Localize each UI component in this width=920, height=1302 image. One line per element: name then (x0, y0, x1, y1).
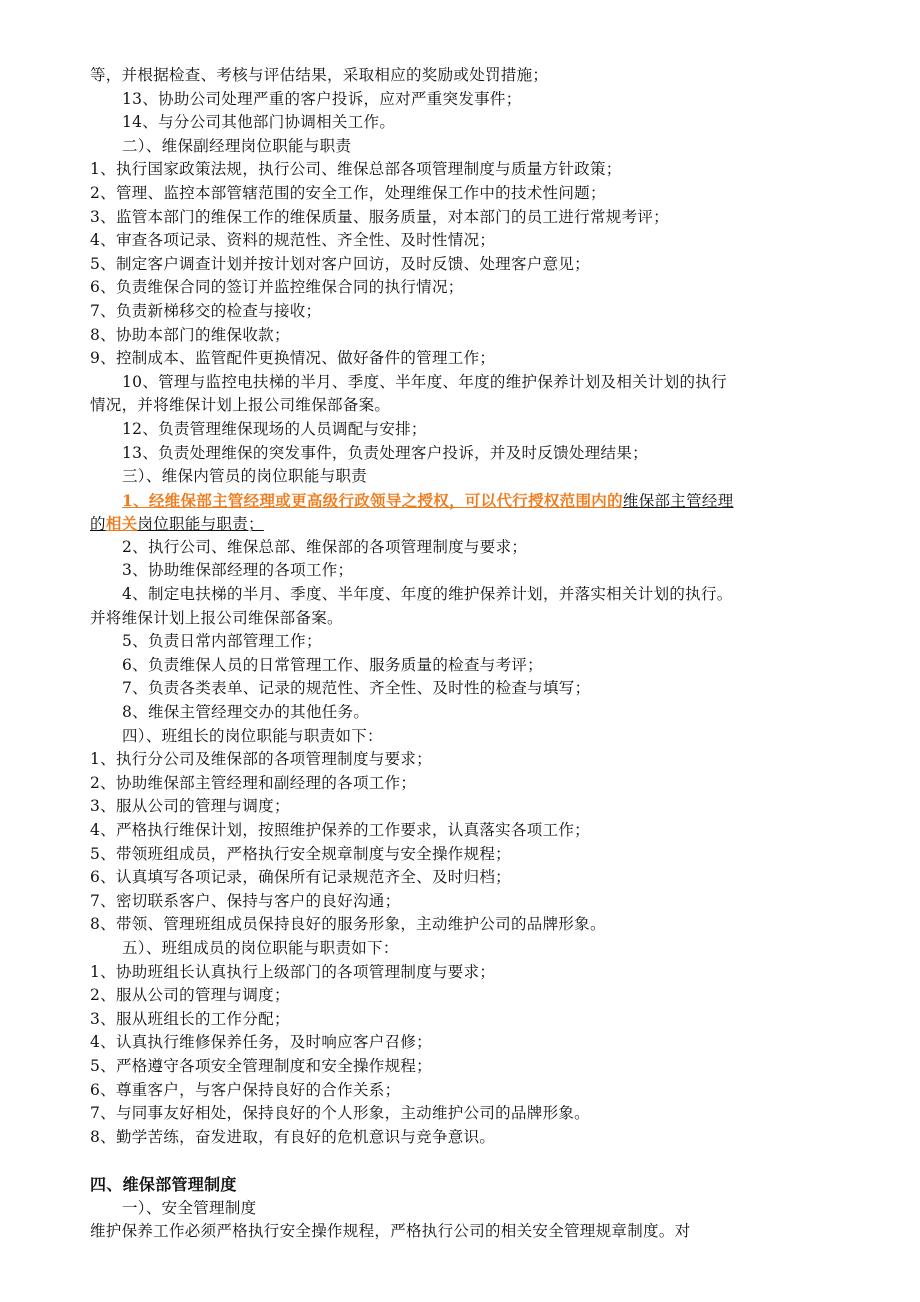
text-line: 7、密切联系客户、保持与客户的良好沟通； (90, 891, 401, 910)
text-line: 1、执行国家政策法规，执行公司、维保总部各项管理制度与质量方针政策； (90, 160, 622, 179)
text-line: 7、负责新梯移交的检查与接收； (90, 301, 322, 320)
text-line: 4、审查各项记录、资料的规范性、齐全性、及时性情况； (90, 231, 496, 250)
text-line: 2、协助维保部主管经理和副经理的各项工作； (90, 773, 417, 792)
highlighted-line-1 (90, 489, 835, 513)
section-heading: 四、维保部管理制度 (90, 1174, 237, 1194)
text-line: 9、控制成本、监管配件更换情况、做好备件的管理工作； (90, 349, 496, 368)
text-line: 5、带领班组成员，严格执行安全规章制度与安全操作规程； (90, 844, 511, 863)
blank-line (90, 1149, 835, 1173)
text-line: 7、负责各类表单、记录的规范性、齐全性、及时性的检查与填写； (122, 679, 591, 698)
text-line: 情况，并将维保计划上报公司维保部备案。 (90, 396, 391, 415)
text-line: 1、执行分公司及维保部的各项管理制度与要求； (90, 750, 432, 769)
text-line: 6、尊重客户，与客户保持良好的合作关系； (90, 1080, 401, 1099)
underlined-text-b: 岗位职能与职责； (137, 515, 264, 534)
text-line: 4、制定电扶梯的半月、季度、半年度、年度的维护保养计划，并落实相关计划的执行。 (122, 585, 733, 604)
text-line: 13、协助公司处理严重的客户投诉，应对严重突发事件； (122, 89, 522, 108)
text-line: 12、负责管理维保现场的人员调配与安排； (122, 419, 427, 438)
paragraph-block-2 (90, 536, 835, 1149)
text-line: 13、负责处理维保的突发事件，负责处理客户投诉，并及时反馈处理结果； (122, 443, 648, 462)
highlighted-line-2 (90, 512, 835, 536)
text-line: 等，并根据检查、考核与评估结果，采取相应的奖励或处罚措施； (90, 66, 549, 84)
text-line: 2、服从公司的管理与调度； (90, 986, 290, 1005)
text-line: 5、制定客户调查计划并按计划对客户回访，及时反馈、处理客户意见； (90, 254, 590, 273)
text-line: 3、协助维保部经理的各项工作； (122, 561, 354, 580)
highlighted-text-orange-2: 相关 (105, 514, 138, 534)
final-line: 维护保养工作必须严格执行安全操作规程，严格执行公司的相关安全管理规章制度。对 (90, 1222, 691, 1241)
underlined-text: 维保部主管经理 (622, 491, 734, 510)
text-line: 二）、维保副经理岗位职能与职责 (122, 136, 352, 155)
text-line: 5、负责日常内部管理工作； (122, 632, 322, 651)
text-line: 10、管理与监控电扶梯的半月、季度、半年度、年度的维护保养计划及相关计划的执行 (122, 372, 727, 391)
text-line: 8、勤学苦练，奋发进取，有良好的危机意识与竞争意识。 (90, 1127, 496, 1146)
paragraph-block-1 (90, 64, 835, 489)
text-line: 6、负责维保人员的日常管理工作、服务质量的检查与考评； (122, 655, 543, 674)
text-line: 8、协助本部门的维保收款； (90, 325, 290, 344)
text-line: 14、与分公司其他部门协调相关工作。 (122, 113, 396, 132)
text-line: 8、带领、管理班组成员保持良好的服务形象，主动维护公司的品牌形象。 (90, 915, 606, 934)
text-line: 三）、维保内管员的岗位职能与职责 (122, 467, 368, 486)
text-line: 2、执行公司、维保总部、维保部的各项管理制度与要求； (122, 537, 528, 556)
text-line: 3、监管本部门的维保工作的维保质量、服务质量，对本部门的员工进行常规考评； (90, 207, 669, 226)
text-line: 3、服从公司的管理与调度； (90, 797, 290, 816)
sub-heading: 一）、安全管理制度 (122, 1198, 257, 1217)
text-line: 五）、班组成员的岗位职能与职责如下： (122, 938, 399, 957)
text-line: 4、认真执行维修保养任务，及时响应客户召修； (90, 1033, 432, 1052)
highlighted-text-orange: 1、经维保部主管经理或更高级行政领导之授权，可以代行授权范围内的 (122, 490, 623, 510)
text-line: 4、严格执行维保计划，按照维护保养的工作要求，认真落实各项工作； (90, 821, 590, 839)
document-page (90, 64, 835, 1244)
text-line: 6、认真填写各项记录，确保所有记录规范齐全、及时归档； (90, 868, 511, 887)
underlined-text-a: 的 (90, 515, 106, 534)
text-line: 7、与同事友好相处，保持良好的个人形象，主动维护公司的品牌形象。 (90, 1104, 590, 1123)
text-line: 四）、班组长的岗位职能与职责如下： (122, 726, 383, 745)
text-line: 6、负责维保合同的签订并监控维保合同的执行情况； (90, 278, 464, 297)
text-line: 并将维保计划上报公司维保部备案。 (90, 608, 343, 627)
text-line: 8、维保主管经理交办的其他任务。 (122, 703, 370, 722)
text-line: 2、管理、监控本部管辖范围的安全工作，处理维保工作中的技术性问题； (90, 183, 606, 202)
text-line: 3、服从班组长的工作分配； (90, 1009, 290, 1028)
text-line: 1、协助班组长认真执行上级部门的各项管理制度与要求； (90, 962, 496, 981)
text-line: 5、严格遵守各项安全管理制度和安全操作规程； (90, 1056, 432, 1075)
